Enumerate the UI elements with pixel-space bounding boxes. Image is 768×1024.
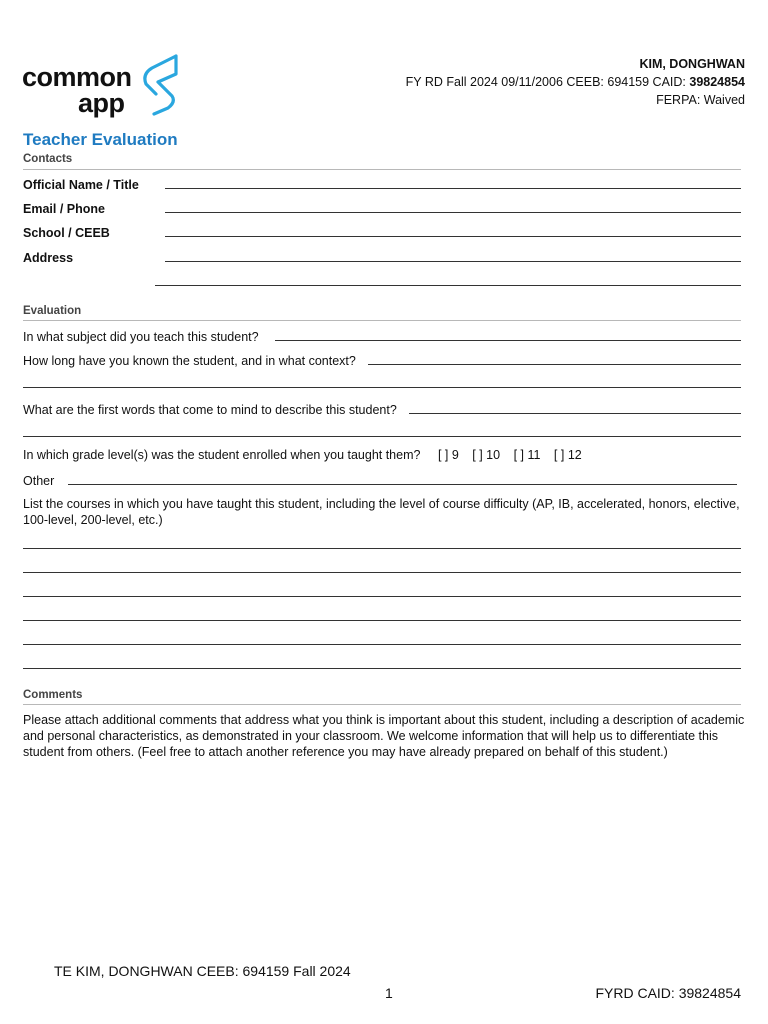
comments-divider xyxy=(23,704,741,705)
caid-number: 39824854 xyxy=(689,75,745,89)
words-field-2[interactable] xyxy=(23,436,741,437)
courses-question: List the courses in which you have taught this student, including the level of course difficulty (AP, IB, accelerated, honors, elective, 100-level, 200-level, etc.) xyxy=(23,497,740,527)
address-label: Address xyxy=(23,251,74,265)
email-phone-field[interactable] xyxy=(165,211,741,213)
address-field-1[interactable] xyxy=(165,260,741,262)
known-field-2[interactable] xyxy=(23,387,741,388)
grade-row xyxy=(23,448,582,462)
grade-9-checkbox[interactable]: [ ] 9 xyxy=(437,448,459,462)
ferpa-status: FERPA: Waived xyxy=(656,93,745,107)
evaluation-heading: Evaluation xyxy=(23,305,82,317)
courses-line-5[interactable] xyxy=(23,644,741,645)
footer-caid: FYRD CAID: 39824854 xyxy=(595,985,741,1001)
subject-row xyxy=(23,326,741,344)
courses-line-3[interactable] xyxy=(23,596,741,597)
logo-line-1: common xyxy=(22,62,132,92)
subject-question: In what subject did you teach this student? xyxy=(23,330,259,344)
known-row xyxy=(23,350,741,368)
words-field-1[interactable] xyxy=(409,412,741,414)
student-meta xyxy=(406,73,745,91)
grade-10-checkbox[interactable]: [ ] 10 xyxy=(472,448,501,462)
official-name-field[interactable] xyxy=(165,187,741,189)
contacts-divider xyxy=(23,169,741,170)
courses-line-1[interactable] xyxy=(23,548,741,549)
address-row xyxy=(23,247,741,265)
words-question: What are the first words that come to mind to describe this student? xyxy=(23,403,397,417)
comments-heading: Comments xyxy=(23,689,83,701)
grade-11-checkbox[interactable]: [ ] 11 xyxy=(513,448,541,462)
school-ceeb-label: School / CEEB xyxy=(23,226,110,240)
subject-field[interactable] xyxy=(275,339,741,341)
words-row xyxy=(23,399,741,417)
official-name-label: Official Name / Title xyxy=(23,178,139,192)
other-row xyxy=(23,470,741,488)
email-phone-label: Email / Phone xyxy=(23,202,105,216)
comments-text: Please attach additional comments that address what you think is important about this student, including a description of academic and personal characteristics, as demonstrated in your classroom. We welcome information that will help us to differentiate this student from others. (Feel free to attach another reference you may have already prepared on behalf of this student.) xyxy=(23,713,745,759)
footer-student-info: TE KIM, DONGHWAN CEEB: 694159 Fall 2024 xyxy=(54,963,351,979)
student-name: KIM, DONGHWAN xyxy=(639,57,745,71)
page-title: Teacher Evaluation xyxy=(23,130,178,149)
address-field-2[interactable] xyxy=(155,285,741,286)
common-app-logo xyxy=(22,52,182,116)
official-name-row xyxy=(23,174,741,192)
page-number: 1 xyxy=(385,985,393,1001)
courses-line-6[interactable] xyxy=(23,668,741,669)
logo-line-2: app xyxy=(78,88,125,118)
other-label: Other xyxy=(23,474,55,488)
grade-12-checkbox[interactable]: [ ] 12 xyxy=(553,448,582,462)
known-question: How long have you known the student, and in what context? xyxy=(23,354,356,368)
evaluation-divider xyxy=(23,320,741,321)
courses-line-4[interactable] xyxy=(23,620,741,621)
grade-question: In which grade level(s) was the student enrolled when you taught them? xyxy=(23,448,421,462)
meta-prefix: FY RD Fall 2024 09/11/2006 CEEB: 694159 CAID: xyxy=(405,75,690,89)
courses-line-2[interactable] xyxy=(23,572,741,573)
school-ceeb-row xyxy=(23,222,741,240)
student-header xyxy=(406,55,745,109)
known-field-1[interactable] xyxy=(368,363,741,365)
logo-mark-icon xyxy=(132,52,180,116)
contacts-heading: Contacts xyxy=(23,153,73,165)
school-ceeb-field[interactable] xyxy=(165,235,741,237)
other-field[interactable] xyxy=(68,483,737,485)
email-phone-row xyxy=(23,198,741,216)
